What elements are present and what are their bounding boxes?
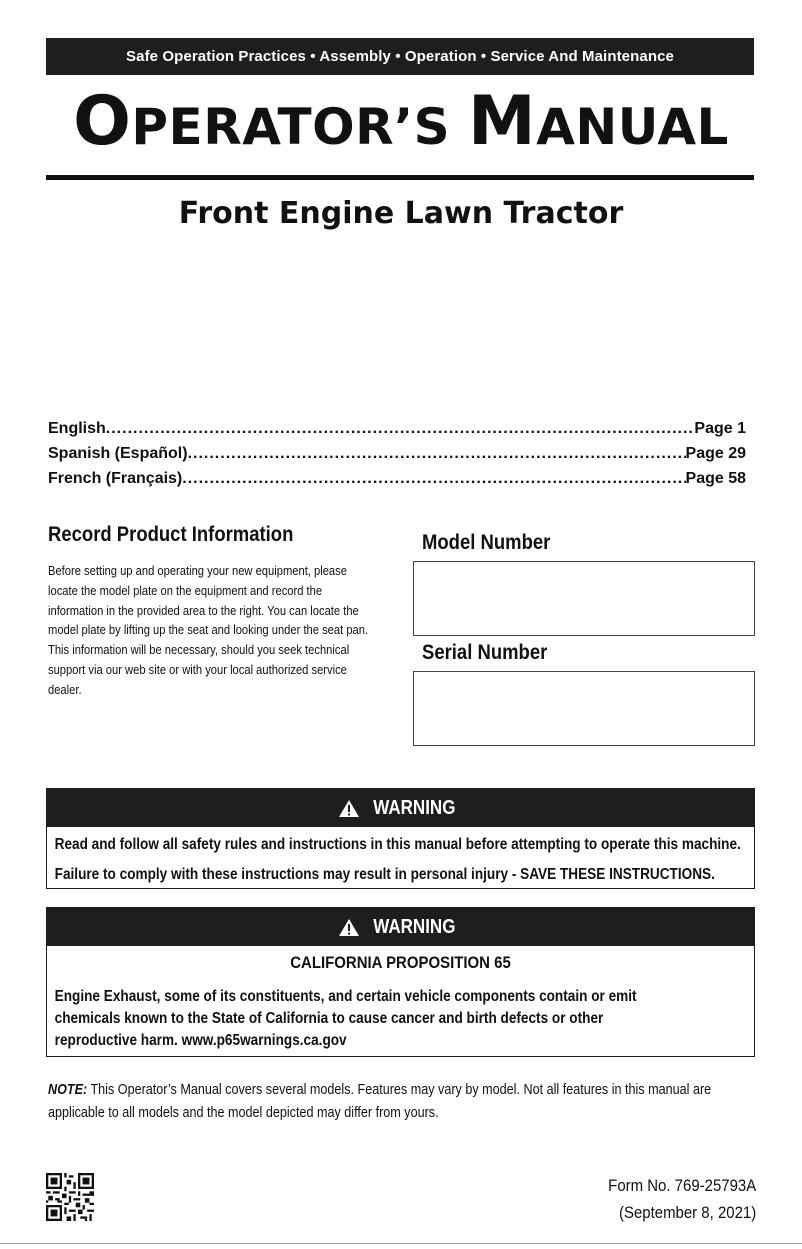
title-initial-m: M [468, 82, 537, 161]
toc-page: Page 58 [685, 470, 746, 487]
banner-text: Safe Operation Practices • Assembly • Operation • Service And Maintenance [126, 48, 674, 65]
toc-label: Spanish (Español) [48, 445, 188, 462]
warning-header [47, 789, 754, 827]
record-instructions: Before setting up and operating your new equipment, please locate the model plate on the equipment and record the information in the provided area to the right. You can locate the model plate by lifting up the seat and looking under the seat pan. This information will be necessary, should you seek technical support via our web site or with your local authorized service dealer. [48, 563, 369, 697]
toc-label: English [48, 420, 106, 437]
warning-triangle-icon [338, 799, 360, 818]
form-number: Form No. 769-25793A [607, 1176, 756, 1195]
toc-leader [106, 420, 695, 438]
warning-triangle-icon [338, 918, 360, 937]
language-index [48, 420, 746, 495]
form-number-block [608, 1172, 756, 1226]
header-banner [46, 38, 754, 75]
toc-row-english[interactable] [48, 420, 746, 445]
serial-number-label: Serial Number [422, 641, 548, 664]
serial-number-field[interactable] [413, 671, 755, 746]
toc-page: Page 29 [685, 445, 746, 462]
warning-line-1: Read and follow all safety rules and instructions in this manual before attempting to operate this machine. [54, 836, 741, 853]
warning-heading-text: WARNING [373, 796, 456, 819]
toc-leader [182, 470, 685, 488]
prop65-title: CALIFORNIA PROPOSITION 65 [290, 953, 511, 972]
form-date: (September 8, 2021) [618, 1203, 756, 1222]
warning-header [47, 908, 754, 946]
title-word-operators: PERATOR’S [131, 98, 469, 156]
qr-code-icon[interactable] [46, 1173, 94, 1221]
toc-leader [188, 445, 686, 463]
warning-heading-text: WARNING [373, 915, 456, 938]
toc-label: French (Français) [48, 470, 183, 487]
prop65-body: Engine Exhaust, some of its constituents, and certain vehicle components contain or emit chemicals known to the State of California to cause cancer and birth defects or other reproductive harm. www.p65warnings.ca.gov [54, 988, 637, 1049]
page-subtitle: Front Engine Lawn Tractor [178, 196, 624, 231]
note-paragraph [48, 1078, 720, 1124]
title-divider [46, 175, 754, 180]
safety-warning-box [46, 788, 755, 889]
page-title [0, 82, 802, 167]
record-heading: Record Product Information [48, 523, 294, 546]
model-number-field[interactable] [413, 561, 755, 636]
toc-page: Page 1 [694, 420, 746, 437]
prop65-warning-box [46, 907, 755, 1057]
title-word-manual: ANUAL [536, 98, 729, 156]
page-bottom-edge [0, 1243, 802, 1244]
toc-row-spanish[interactable] [48, 445, 746, 470]
warning-line-2: Failure to comply with these instructions may result in personal injury - SAVE THESE INSTRUCTIONS. [54, 866, 715, 883]
toc-row-french[interactable] [48, 470, 746, 495]
model-number-label: Model Number [422, 531, 551, 554]
title-initial-o: O [73, 82, 132, 161]
note-text: This Operator’s Manual covers several models. Features may vary by model. Not all features in this manual are applicable to all models and the model depicted may differ from yours. [48, 1081, 712, 1121]
note-label: NOTE: [48, 1081, 88, 1098]
